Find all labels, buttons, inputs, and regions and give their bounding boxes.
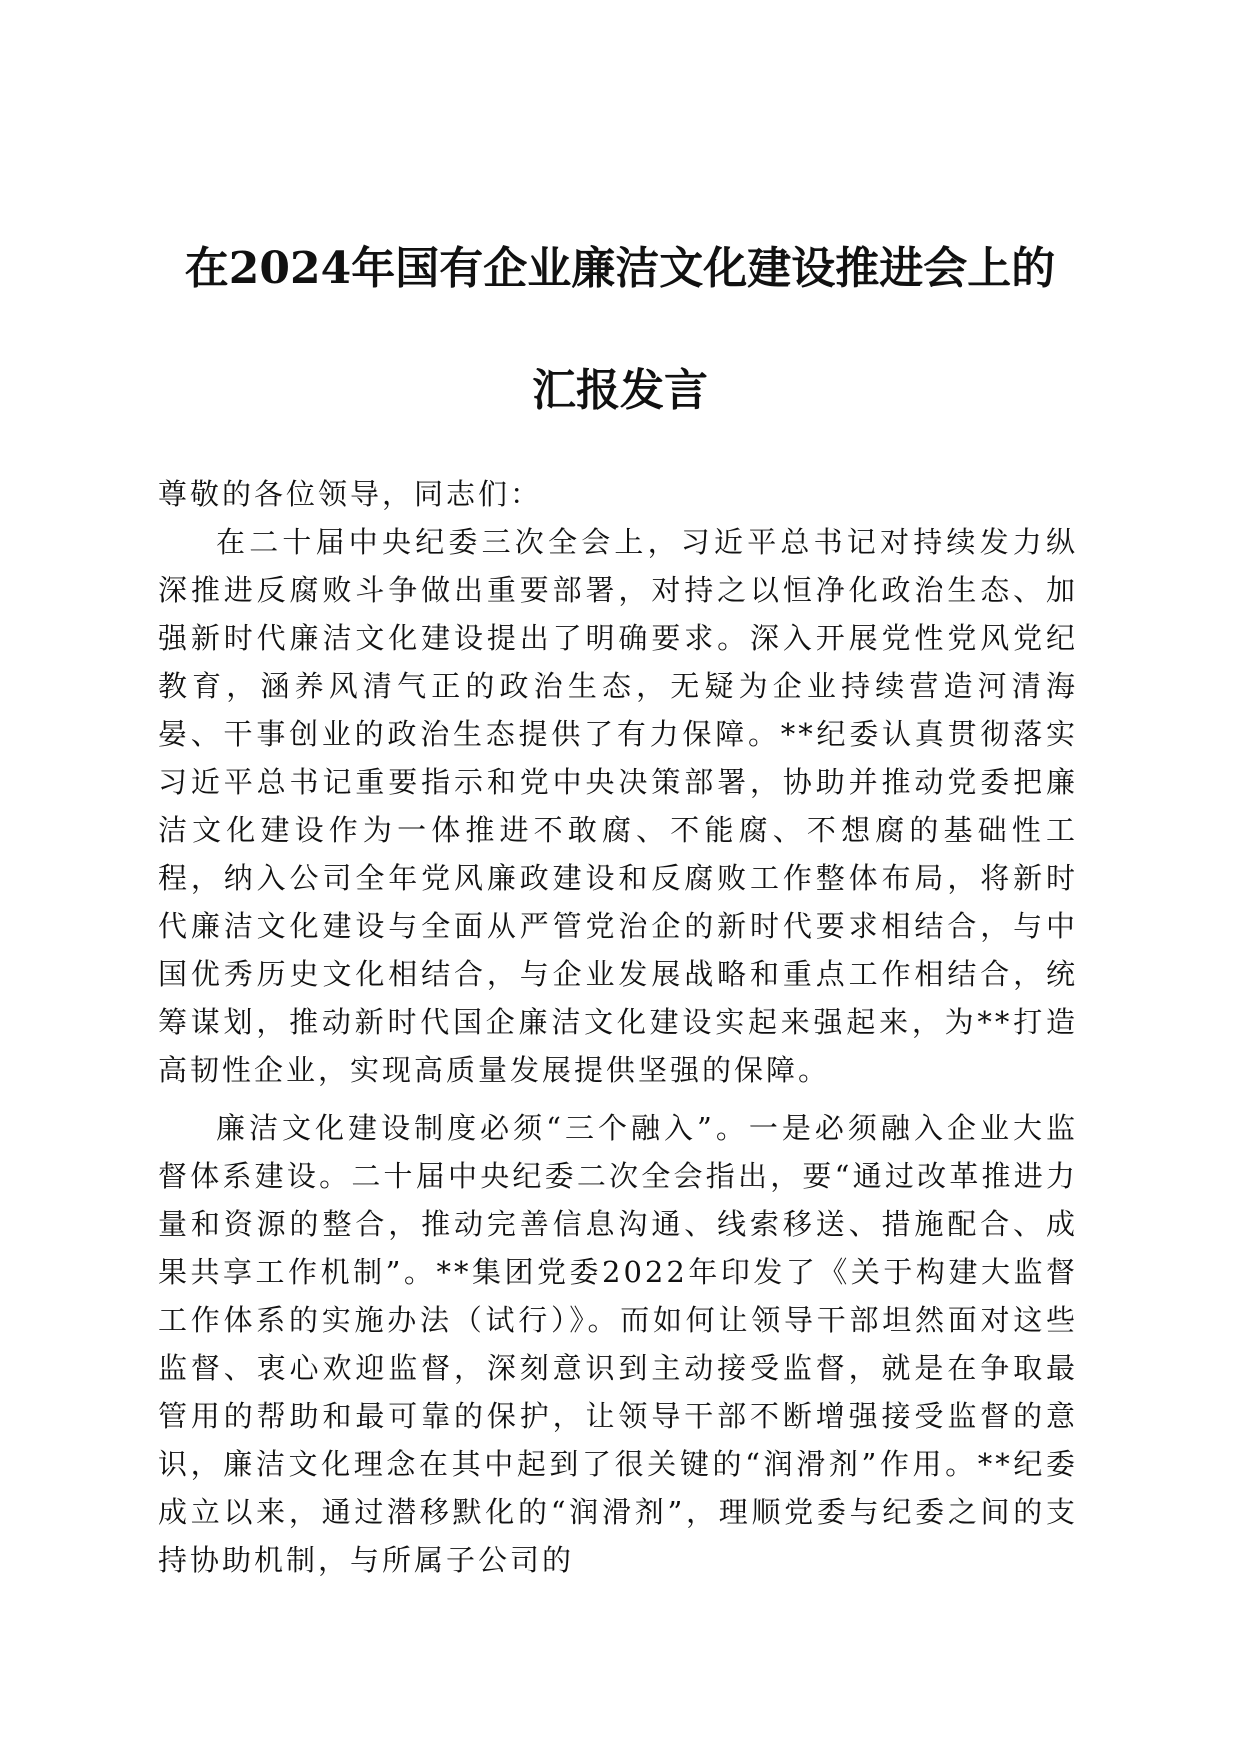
document-body [158,470,1078,1584]
paragraph-2: 廉洁文化建设制度必须“三个融入”。一是必须融入企业大监督体系建设。二十届中央纪委二次全会指出，要“通过改革推进力量和资源的整合，推动完善信息沟通、线索移送、措施配合、成果共享工作机制”。**集团党委2022年印发了《关于构建大监督工作体系的实施办法（试行）》。而如何让领导干部坦然面对这些监督、衷心欢迎监督，深刻意识到主动接受监督，就是在争取最管用的帮助和最可靠的保护，让领导干部不断增强接受监督的意识，廉洁文化理念在其中起到了很关键的“润滑剂”作用。**纪委成立以来，通过潜移默化的“润滑剂”，理顺党委与纪委之间的支持协助机制，与所属子公司的 [158,1111,1078,1577]
salutation: 尊敬的各位领导，同志们： [158,477,543,511]
paragraph-1: 在二十届中央纪委三次全会上，习近平总书记对持续发力纵深推进反腐败斗争做出重要部署，对持之以恒净化政治生态、加强新时代廉洁文化建设提出了明确要求。深入开展党性党风党纪教育，涵养风清气正的政治生态，无疑为企业持续营造河清海晏、干事创业的政治生态提供了有力保障。**纪委认真贯彻落实习近平总书记重要指示和党中央决策部署，协助并推动党委把廉洁文化建设作为一体推进不敢腐、不能腐、不想腐的基础性工程，纳入公司全年党风廉政建设和反腐败工作整体布局，将新时代廉洁文化建设与全面从严管党治企的新时代要求相结合，与中国优秀历史文化相结合，与企业发展战略和重点工作相结合，统筹谋划，推动新时代国企廉洁文化建设实起来强起来，为**打造高韧性企业，实现高质量发展提供坚强的保障。 [158,525,1078,1087]
document-title-line-1: 在2024年国有企业廉洁文化建设推进会上的 [184,243,1056,294]
document-title-line-2: 汇报发言 [532,365,708,416]
